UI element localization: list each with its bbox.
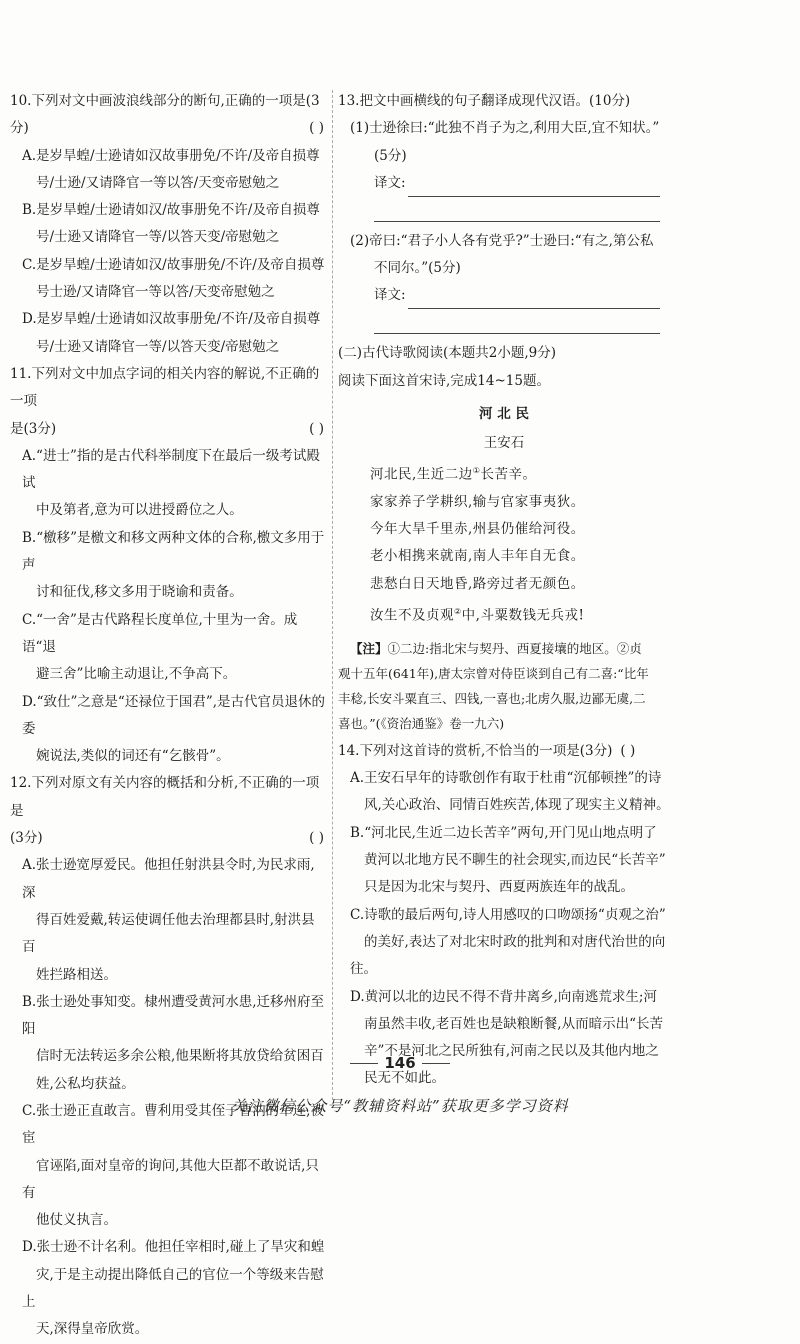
q13-sentence-1: (1)士逊徐曰:“此独不肖子为之,利用大臣,宜不知状。” bbox=[350, 120, 660, 137]
q11-answer-paren[interactable]: ( ) bbox=[309, 420, 324, 437]
q10-option-a[interactable]: A.是岁旱蝗/士逊请如汉故事册免/不许/及帝自损尊 号/士逊/又请降官一等以答/天变帝慰勉之 bbox=[22, 147, 320, 191]
note-label: 【注】 bbox=[350, 640, 388, 656]
poem-line-6: 汝生不及贞观②中,斗粟数钱无兵戎! bbox=[370, 607, 585, 624]
section-2-instruction: 阅读下面这首宋诗,完成14~15题。 bbox=[338, 372, 550, 389]
q11-option-d[interactable]: D.“致仕”之意是“还禄位于国君”,是古代官员退休的委 婉说法,类似的词还有“乞骸骨”。 bbox=[22, 693, 326, 765]
q12-option-a[interactable]: A.张士逊宽厚爱民。他担任射洪县令时,为民求雨,深 得百姓爱戴,转运使调任他去治理都县时,射洪县百 姓拦路相送。 bbox=[22, 857, 315, 983]
question-12: 12.下列对原文有关内容的概括和分析,不正确的一项是 (3分) ( ) A.张士逊宽厚爱民。他担任射洪县令时,为民求雨,深 得百姓爱戴,转运使调任他去治理都县时,射洪县百 姓拦路相送。 B.张士逊处事知变。棣州遭受黄河水患,迁移州府至阳 信时无法转运多余公粮,他果断将其放贷给贫困百 姓,公私均获益。 C.张士逊正直敢言。曹利用受其侄子曹汭的牵连,被宦 官诬陷,面对皇帝的询问,其他大臣都不敢说话,只有 他仗义执言。 D.张士逊不计名利。他担任宰相时,碰上了旱灾和蝗 灾,于是主动提出降低自己的官位一个等级来告慰上 天,深得皇帝欣赏。 bbox=[10, 770, 328, 1343]
q11-option-c[interactable]: C.“一舍”是古代路程长度单位,十里为一舍。成语“退 避三舍”比喻主动退让,不争高下。 bbox=[22, 611, 298, 683]
q14-option-d[interactable]: D.黄河以北的边民不得不背井离乡,向南逃荒求生;河 南虽然丰收,老百姓也是缺粮断餐,从而暗示出“长苦 辛”不是河北之民所独有,河南之民以及其他内地之 民无不如此。 bbox=[350, 988, 663, 1087]
q10-option-b[interactable]: B.是岁旱蝗/士逊请如汉/故事册免不许/及帝自损尊 号/士逊又请降官一等/以答天变/帝慰勉之 bbox=[22, 202, 320, 246]
poem-title: 河 北 民 bbox=[479, 406, 529, 423]
q11-option-a[interactable]: A.“进士”指的是古代科举制度下在最后一级考试殿试 中及第者,意为可以进授爵位之人。 bbox=[22, 447, 320, 519]
footnote-2-mark: ② bbox=[454, 607, 462, 617]
q13-sentence-2: (2)帝曰:“君子小人各有党乎?”士逊曰:“有之,第公私 bbox=[350, 232, 654, 249]
question-13 bbox=[338, 88, 670, 334]
q13-sentence-2-cont: 不同尔。”(5分) bbox=[374, 260, 461, 277]
poem-line-5: 悲愁白日天地昏,路旁过者无颜色。 bbox=[370, 575, 585, 592]
left-column bbox=[10, 88, 328, 1344]
question-10 bbox=[10, 88, 328, 361]
footnote-1-mark: ① bbox=[472, 466, 481, 476]
right-column bbox=[338, 88, 670, 1093]
q14-answer-paren[interactable]: ( ) bbox=[620, 742, 636, 759]
q10-option-c[interactable]: C.是岁旱蝗/士逊请如汉/故事册免/不许/及帝自损尊 号士逊/又请降官一等以答/天变帝慰勉之 bbox=[22, 256, 325, 301]
poem-line-1: 河北民,生近二边①长苦辛。 bbox=[370, 466, 537, 483]
question-14 bbox=[338, 738, 670, 1093]
q13-stem: 13.把文中画横线的句子翻译成现代汉语。(10分) bbox=[338, 93, 631, 109]
q14-option-c[interactable]: C.诗歌的最后两句,诗人用感叹的口吻颂扬“贞观之治” 的美好,表达了对北宋时政的批判和对唐代治世的向往。 bbox=[350, 906, 666, 978]
poem-line-3: 今年大旱千里赤,州县仍催给河役。 bbox=[370, 521, 585, 538]
q13-answer-2-line[interactable]: 译文: bbox=[338, 282, 670, 309]
poem-line-4: 老小相携来就南,南人丰年自无食。 bbox=[370, 548, 585, 565]
footer-note: 关注微信公众号“教辅资料站”获取更多学习资料 bbox=[231, 1097, 569, 1115]
column-divider bbox=[332, 90, 333, 1100]
poem-notes: 【注】①二边:指北宋与契丹、西夏接壤的地区。②贞 观十五年(641年),唐太宗曾对侍臣谈到自己有二喜:“比年 丰稔,长安斗粟直三、四钱,一喜也;北虏久服,边鄙无虞,二 喜也。”(《资治通鉴》卷一九六) bbox=[338, 640, 649, 731]
q14-stem: 14.下列对这首诗的赏析,不恰当的一项是(3分) bbox=[338, 742, 613, 759]
question-11: 11.下列对文中加点字词的相关内容的解说,不正确的一项 是(3分) ( ) A.“进士”指的是古代科举制度下在最后一级考试殿试 中及第者,意为可以进授爵位之人。 B.“檄移”是檄文和移文两种文体的合称,檄文多用于声 讨和征伐,移文多用于晓谕和责备。 C.“一舍”是古代路程长度单位,十里为一舍。成语“退 避三舍”比喻主动退让,不争高下。 D.“致仕”之意是“还禄位于国君”,是古代官员退休的委 婉说法,类似的词还有“乞骸骨”。 bbox=[10, 361, 328, 770]
poem-line-2: 家家养子学耕织,输与官家事夷狄。 bbox=[370, 493, 585, 510]
q10-stem: 10.下列对文中画波浪线部分的断句,正确的一项是(3分) bbox=[10, 93, 320, 137]
q13-answer-1-extra-line[interactable] bbox=[374, 197, 660, 222]
section-2-title: (二)古代诗歌阅读(本题共2小题,9分) bbox=[338, 345, 557, 362]
q14-option-b[interactable]: B.“河北民,生近二边长苦辛”两句,开门见山地点明了 黄河以北地方民不聊生的社会现实,而边民“长苦辛” 只是因为北宋与契丹、西夏两族连年的战乱。 bbox=[350, 824, 666, 896]
q12-answer-paren[interactable]: ( ) bbox=[309, 830, 324, 847]
q12-option-d[interactable]: D.张士逊不计名利。他担任宰相时,碰上了旱灾和蝗 灾,于是主动提出降低自己的官位一个等级来告慰上 天,深得皇帝欣赏。 bbox=[22, 1239, 325, 1338]
poem-author: 王安石 bbox=[483, 435, 525, 452]
q12-option-b[interactable]: B.张士逊处事知变。棣州遭受黄河水患,迁移州府至阳 信时无法转运多余公粮,他果断将其放贷给贫困百 姓,公私均获益。 bbox=[22, 993, 325, 1092]
q11-stem: 11.下列对文中加点字词的相关内容的解说,不正确的一项 bbox=[10, 365, 320, 410]
poem bbox=[338, 399, 670, 630]
q13-answer-1-line[interactable]: 译文: bbox=[338, 170, 670, 197]
q14-option-a[interactable]: A.王安石早年的诗歌创作有取于杜甫“沉郁顿挫”的诗 风,关心政治、同情百姓疾苦,体现了现实主义精神。 bbox=[350, 770, 670, 814]
page-number: 146 bbox=[0, 1054, 800, 1072]
q10-answer-paren[interactable]: ( ) bbox=[309, 120, 324, 137]
q13-answer-2-extra-line[interactable] bbox=[374, 309, 660, 334]
q12-option-c[interactable]: C.张士逊正直敢言。曹利用受其侄子曹汭的牵连,被宦 官诬陷,面对皇帝的询问,其他大臣都不敢说话,只有 他仗义执言。 bbox=[22, 1102, 324, 1229]
q13-sentence-1-score: (5分) bbox=[374, 147, 407, 164]
q12-stem: 12.下列对原文有关内容的概括和分析,不正确的一项是 bbox=[10, 775, 320, 819]
q11-option-b[interactable]: B.“檄移”是檄文和移文两种文体的合称,檄文多用于声 讨和征伐,移文多用于晓谕和责备。 bbox=[22, 529, 325, 601]
q10-option-d[interactable]: D.是岁旱蝗/士逊请如汉故事册免/不许/及帝自损尊 号/士逊又请降官一等/以答天变/帝慰勉之 bbox=[22, 311, 321, 355]
